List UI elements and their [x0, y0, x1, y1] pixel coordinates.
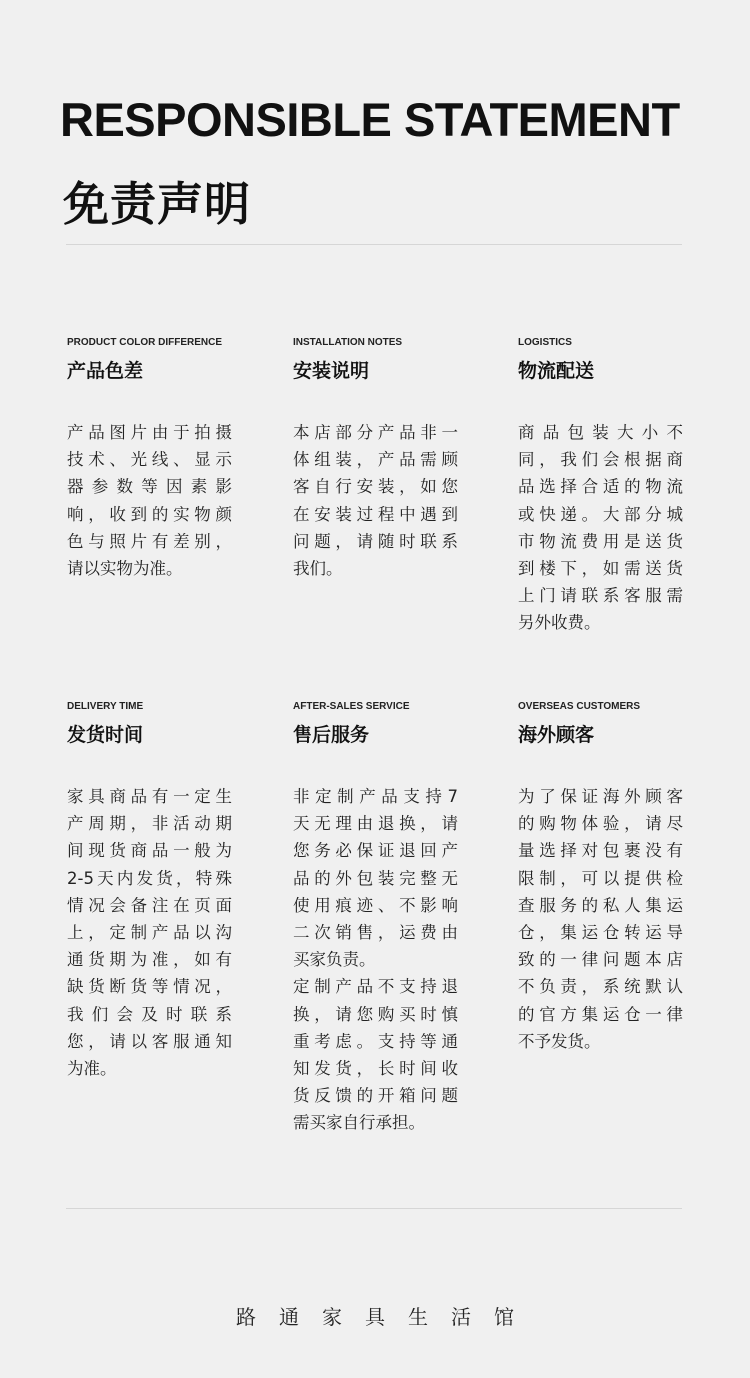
section-body-line: 品选择合适的物流	[518, 477, 683, 497]
section-body-line: 我们。	[293, 559, 343, 579]
section-body-line: 另外收费。	[518, 613, 601, 633]
section-body-line: 不予发货。	[518, 1031, 601, 1051]
section-body-line: 的官方集运仓一律	[518, 1004, 683, 1024]
section-body-line: 买家负责。	[293, 950, 376, 970]
section-title-en: AFTER-SALES SERVICE	[293, 701, 410, 712]
section-body-line: 通货期为准，如有	[67, 950, 232, 970]
section-title-cn: 安装说明	[293, 360, 370, 382]
section-body-line: 致的一律问题本店	[518, 950, 683, 970]
page-title-en: RESPONSIBLE STATEMENT	[60, 93, 680, 146]
section-body-line: 不负责，系统默认	[518, 977, 683, 997]
section-title-en: PRODUCT COLOR DIFFERENCE	[67, 337, 222, 348]
section-body-line: 缺货断货等情况，	[67, 977, 232, 997]
section-body-line: 量选择对包裹没有	[518, 841, 683, 861]
section-body-line: 技术、光线、显示	[67, 450, 232, 470]
section-logistics	[518, 337, 688, 637]
section-body-line: 上门请联系客服需	[518, 586, 683, 606]
section-title-cn: 物流配送	[518, 360, 595, 382]
section-body-line: 您，请以客服通知	[67, 1031, 232, 1051]
section-body-line: 换，请您购买时慎	[293, 1004, 458, 1024]
store-name: 路通家具生活馆	[236, 1305, 537, 1329]
divider-top	[66, 244, 682, 245]
section-title-cn: 产品色差	[67, 360, 144, 382]
section-body-line: 商品包装大小不	[518, 423, 683, 442]
section-overseas-customers	[518, 701, 688, 1055]
section-body-line: 查服务的私人集运	[518, 895, 683, 915]
page-title-cn: 免责声明	[63, 177, 251, 231]
section-body	[518, 783, 688, 1055]
section-body-line: 产周期，非活动期	[67, 814, 232, 834]
section-body-line: 为准。	[67, 1059, 117, 1079]
section-body-line: 品的外包装完整无	[293, 868, 458, 888]
section-body-line: 在安装过程中遇到	[293, 504, 458, 524]
section-delivery-time	[67, 701, 237, 1082]
section-body-line: 限制，可以提供检	[518, 868, 683, 888]
section-body-line: 仓，集运仓转运导	[518, 923, 683, 943]
section-body-line: 产品图片由于拍摄	[67, 423, 232, 442]
section-body	[293, 783, 463, 1137]
section-body-line: 或快递。大部分城	[518, 504, 683, 524]
section-body-line: 色与照片有差别，	[67, 531, 232, 551]
section-title-cn: 售后服务	[293, 724, 370, 746]
section-body-line: 请以实物为准。	[67, 559, 183, 579]
section-title-cn: 海外顾客	[518, 724, 595, 746]
section-body-line: 使用痕迹、不影响	[293, 895, 458, 915]
section-body-line: 知发货，长时间收	[293, 1059, 458, 1079]
section-body-line: 非定制产品支持7	[293, 787, 458, 806]
section-body	[518, 419, 688, 637]
divider-bottom	[66, 1208, 682, 1209]
section-installation-notes	[293, 337, 463, 582]
section-body-line: 货反馈的开箱问题	[293, 1086, 458, 1106]
section-body	[67, 419, 237, 582]
section-title-cn: 发货时间	[67, 724, 144, 746]
section-body-line: 同，我们会根据商	[518, 450, 683, 470]
section-title-en: INSTALLATION NOTES	[293, 337, 403, 348]
section-body-line: 市物流费用是送货	[518, 531, 683, 551]
section-body-line: 需买家自行承担。	[293, 1113, 425, 1133]
section-body-line: 您务必保证退回产	[293, 841, 458, 861]
section-body-line: 到楼下，如需送货	[518, 559, 683, 579]
section-body-line: 器参数等因素影	[67, 477, 232, 497]
section-body-line: 本店部分产品非一	[293, 423, 458, 442]
section-body-line: 情况会备注在页面	[67, 895, 232, 915]
section-body	[67, 783, 237, 1082]
section-title-en: DELIVERY TIME	[67, 701, 144, 712]
section-body-line: 定制产品不支持退	[293, 977, 458, 997]
section-body-line: 体组装，产品需顾	[293, 450, 458, 470]
section-body-line: 上，定制产品以沟	[67, 923, 232, 943]
section-body-line: 问题，请随时联系	[293, 531, 458, 551]
section-body-line: 2-5天内发货，特殊	[67, 868, 232, 888]
section-body-line: 二次销售，运费由	[293, 923, 458, 943]
section-body-line: 间现货商品一般为	[67, 841, 232, 861]
section-body-line: 我们会及时联系	[67, 1004, 232, 1024]
section-body-line: 的购物体验，请尽	[518, 814, 683, 834]
section-product-color-difference	[67, 337, 237, 582]
section-body-line: 客自行安装，如您	[293, 477, 458, 497]
section-body-line: 天无理由退换，请	[293, 814, 458, 834]
section-body-line: 重考虑。支持等通	[293, 1031, 458, 1051]
section-title-en: OVERSEAS CUSTOMERS	[518, 701, 641, 712]
section-body-line: 为了保证海外顾客	[518, 787, 683, 806]
section-body-line: 响，收到的实物颜	[67, 504, 232, 524]
section-after-sales-service	[293, 701, 463, 1137]
section-body-line: 家具商品有一定生	[67, 787, 232, 806]
section-title-en: LOGISTICS	[518, 337, 572, 348]
section-body	[293, 419, 463, 582]
